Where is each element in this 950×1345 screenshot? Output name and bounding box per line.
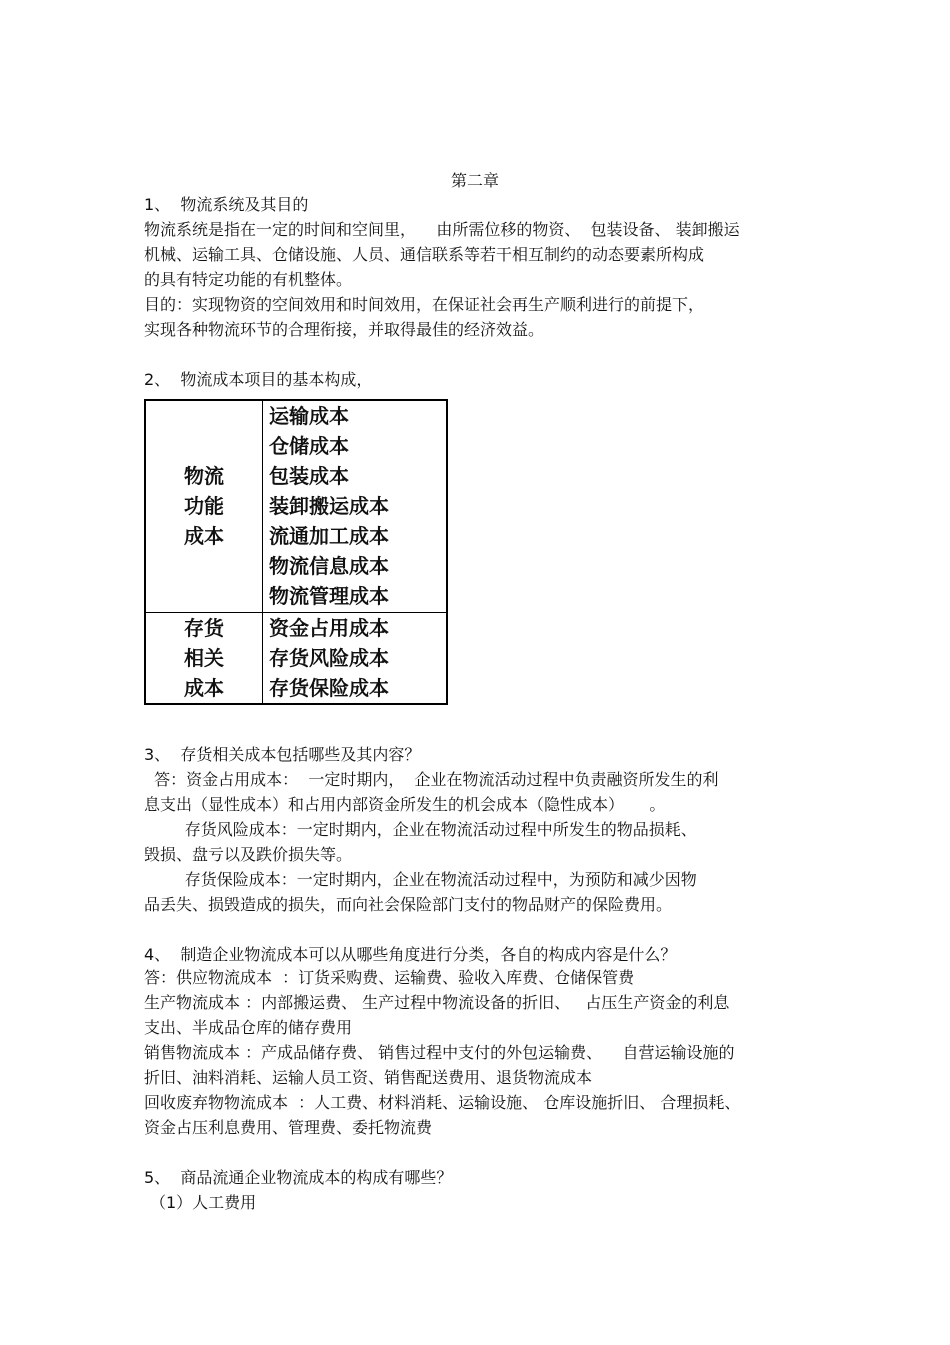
cost-item: 流通加工成本: [269, 524, 389, 549]
cost-item: 资金占用成本: [269, 615, 389, 640]
category-label: 存货: [184, 615, 224, 640]
text-line: 生产物流成本 ：内部搬运费、 生产过程中物流设备的折旧、 占压生产资金的利息: [144, 993, 730, 1012]
table-row: [145, 400, 447, 612]
text-line: 5、 商品流通企业物流成本的构成有哪些？: [144, 1168, 453, 1187]
text-line: 答：供应物流成本 ：订货采购费、运输费、验收入库费、仓储保管费: [144, 968, 635, 987]
chapter-title: 第二章: [450, 171, 499, 190]
text-line: 物流系统是指在一定的时间和空间里， 由所需位移的物资、 包装设备、 装卸搬运: [144, 220, 740, 239]
text-line: 的具有特定功能的有机整体。: [144, 270, 353, 289]
category-cell: [145, 400, 263, 612]
text-line: （1）人工费用: [150, 1193, 257, 1212]
category-label: 功能: [184, 494, 224, 519]
text-line: 存货风险成本：一定时期内，企业在物流活动过程中所发生的物品损耗、: [144, 820, 697, 839]
table-row: [145, 612, 447, 704]
category-label: 相关: [184, 645, 224, 670]
cost-item: 仓储成本: [269, 434, 349, 459]
text-line: 2、 物流成本项目的基本构成，: [144, 370, 373, 389]
text-line: 销售物流成本 ：产成品储存费、 销售过程中支付的外包运输费、 自营运输设施的: [144, 1043, 735, 1062]
cost-item: 存货保险成本: [269, 675, 389, 700]
category-label: 物流: [184, 464, 224, 489]
text-line: 答：资金占用成本： 一定时期内， 企业在物流活动过程中负责融资所发生的利: [144, 770, 719, 789]
text-line: 回收废弃物物流成本 ：人工费、材料消耗、运输设施、 仓库设施折旧、 合理损耗、: [144, 1093, 741, 1112]
cost-item: 包装成本: [269, 464, 349, 489]
text-line: 息支出（显性成本）和占用内部资金所发生的机会成本（隐性成本） 。: [144, 795, 666, 814]
category-label: 成本: [184, 524, 224, 549]
text-line: 支出、半成品仓库的储存费用: [144, 1018, 353, 1037]
items-cell: [263, 400, 448, 612]
text-line: 1、 物流系统及其目的: [144, 195, 309, 214]
text-line: 机械、运输工具、仓储设施、人员、通信联系等若干相互制约的动态要素所构成: [144, 245, 705, 264]
text-line: 实现各种物流环节的合理衔接，并取得最佳的经济效益。: [144, 320, 545, 339]
cost-item: 物流管理成本: [269, 584, 389, 609]
cost-item: 存货风险成本: [269, 645, 389, 670]
text-line: 资金占压利息费用、管理费、委托物流费: [144, 1118, 433, 1137]
text-line: 折旧、油料消耗、运输人员工资、销售配送费用、退货物流成本: [144, 1068, 593, 1087]
text-line: 品丢失、损毁造成的损失，而向社会保险部门支付的物品财产的保险费用。: [144, 895, 673, 914]
cost-item: 运输成本: [269, 404, 349, 429]
cost-item: 物流信息成本: [269, 554, 389, 579]
category-cell: [145, 612, 263, 704]
items-cell: [263, 612, 448, 704]
text-line: 毁损、盘亏以及跌价损失等。: [144, 845, 353, 864]
cost-item: 装卸搬运成本: [269, 494, 389, 519]
text-line: 3、 存货相关成本包括哪些及其内容？: [144, 745, 421, 764]
category-label: 成本: [184, 675, 224, 700]
text-line: 目的：实现物资的空间效用和时间效用，在保证社会再生产顺利进行的前提下，: [144, 295, 705, 314]
text-line: 存货保险成本：一定时期内，企业在物流活动过程中，为预防和减少因物: [144, 870, 697, 889]
cost-composition-table: [144, 399, 448, 705]
text-line: 4、 制造企业物流成本可以从哪些角度进行分类，各自的构成内容是什么？: [144, 945, 677, 964]
